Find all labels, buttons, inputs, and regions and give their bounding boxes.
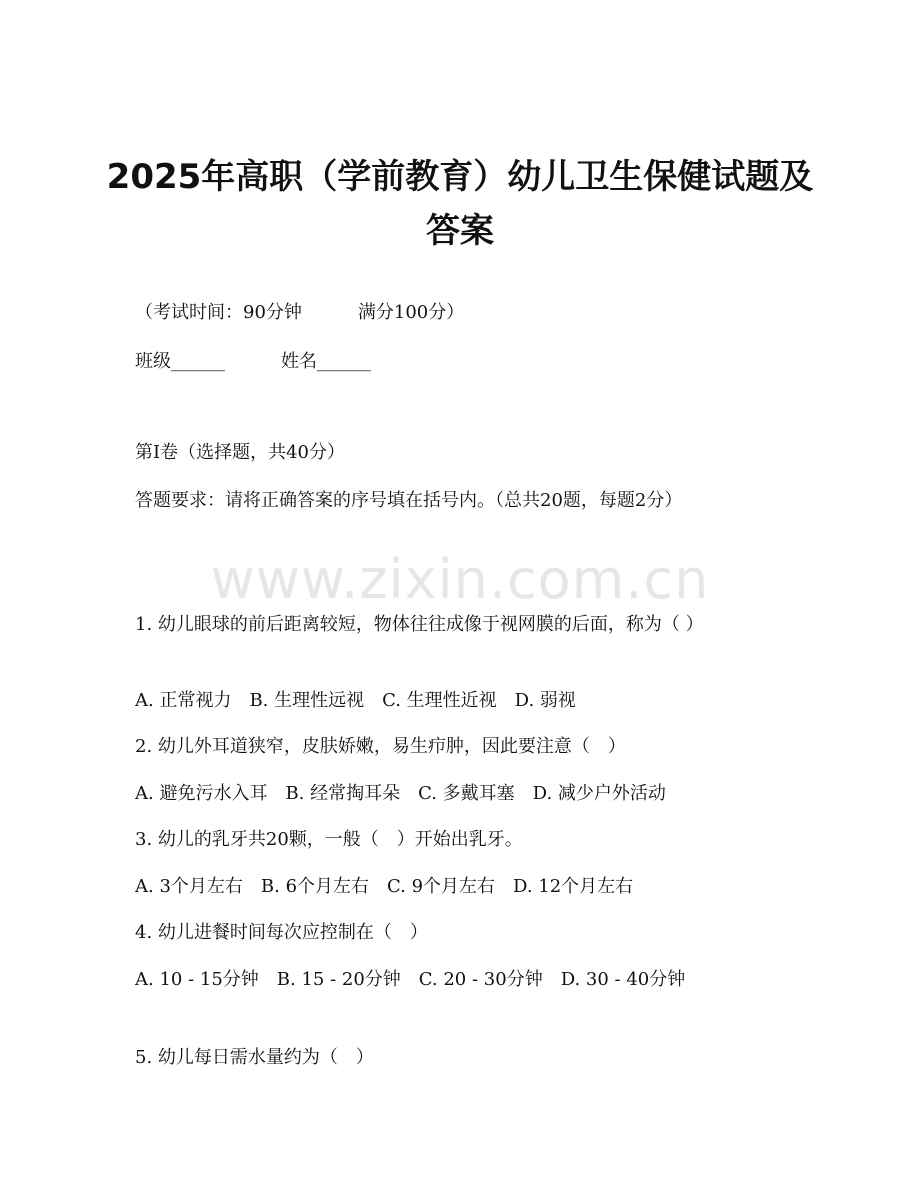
exam-time: （考试时间：90分钟 xyxy=(135,302,302,323)
question-stem: 5. 幼儿每日需水量约为（ ） xyxy=(135,1047,374,1068)
question-options: A. 3个月左右 B. 6个月左右 C. 9个月左右 D. 12个月左右 xyxy=(135,876,634,897)
question-stem: 1. 幼儿眼球的前后距离较短，物体往往成像于视网膜的后面，称为（ ） xyxy=(135,614,704,635)
question-stem: 2. 幼儿外耳道狭窄，皮肤娇嫩，易生疖肿，因此要注意（ ） xyxy=(135,736,626,757)
document-title: 2025年高职（学前教育）幼儿卫生保健试题及答案 xyxy=(106,157,814,251)
question-stem: 4. 幼儿进餐时间每次应控制在（ ） xyxy=(135,922,428,943)
student-fields xyxy=(135,347,785,377)
exam-info xyxy=(135,298,785,328)
question-options: A. 10 - 15分钟 B. 15 - 20分钟 C. 20 - 30分钟 D. 30 - 40分钟 xyxy=(135,969,686,990)
class-field: 班级______ xyxy=(135,351,225,372)
question-options: A. 正常视力 B. 生理性远视 C. 生理性近视 D. 弱视 xyxy=(135,690,576,711)
name-field: 姓名______ xyxy=(281,351,371,372)
question-stem: 3. 幼儿的乳牙共20颗，一般（ ）开始出乳牙。 xyxy=(135,829,523,850)
exam-score: 满分100分） xyxy=(357,302,465,323)
instructions: 答题要求：请将正确答案的序号填在括号内。（总共20题，每题2分） xyxy=(135,490,683,511)
question-options: A. 避免污水入耳 B. 经常掏耳朵 C. 多戴耳塞 D. 减少户外活动 xyxy=(135,783,666,804)
watermark: www.zixin.com.cn xyxy=(210,548,710,611)
section-title: 第I卷（选择题，共40分） xyxy=(135,442,346,463)
